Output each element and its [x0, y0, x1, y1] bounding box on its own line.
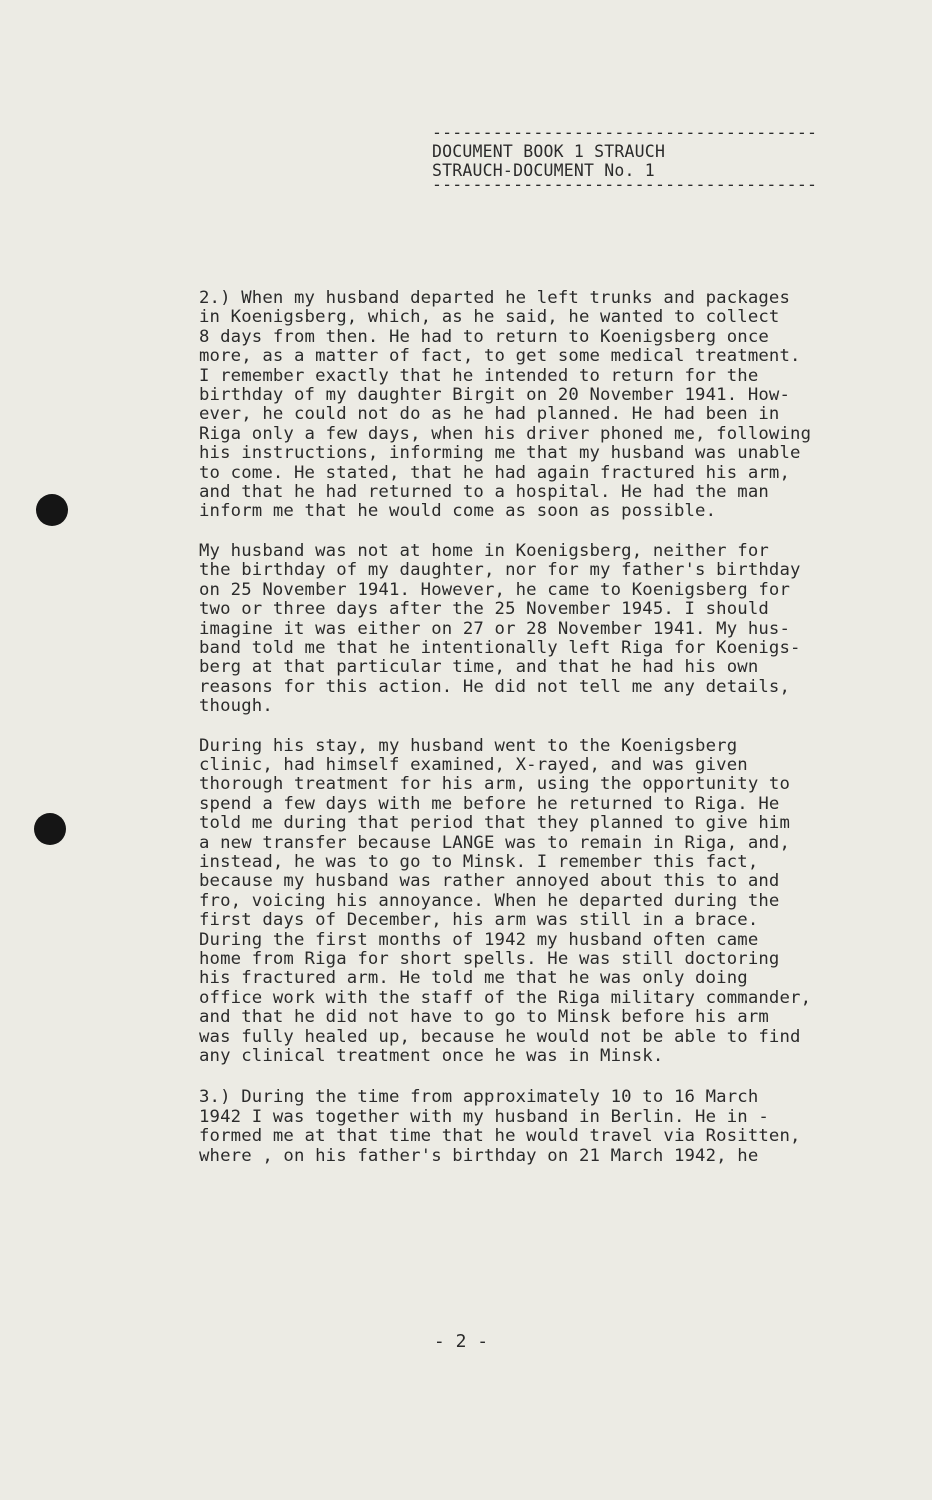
paragraph-section-3: 3.) During the time from approximately 10 to 16 March 1942 I was together with my husband in Berlin. He in - formed me at that time that he would travel via Rositten, where , on his father's birthday on 21 March 1942, he — [199, 1087, 801, 1166]
header-rule-top: -------------------------------------- — [432, 123, 818, 142]
document-body — [199, 289, 899, 1186]
punch-hole — [34, 813, 66, 845]
page-number-text: - 2 - — [433, 1331, 489, 1352]
header-rule-bottom: -------------------------------------- — [432, 175, 818, 194]
paragraph-section-2: 2.) When my husband departed he left trunks and packages in Koenigsberg, which, as he said, he wanted to collect 8 days from then. He had to return to Koenigsberg once more, as a matter of fact, to get some medical treatment. I remember exactly that he intended to return for the birthday of my daughter Birgit on 20 November 1941. How- ever, he could not do as he had planned. He had been in Riga only a few days, when his driver phoned me, following his instructions, informing me that my husband was unable to come. He stated, that he had again fractured his arm, and that he had returned to a hospital. He had the man inform me that he would come as soon as possible. — [199, 288, 812, 522]
page-number — [0, 1331, 932, 1352]
header-document-book: DOCUMENT BOOK 1 STRAUCH — [432, 142, 666, 161]
paragraph-koenigsberg-visit: My husband was not at home in Koenigsberg, neither for the birthday of my daughter, nor for my father's birthday on 25 November 1941. However, he came to Koenigsberg for two or three days after the 25 November 1945. I should imagine it was either on 27 or 28 November 1941. My hus- band told me that he intentionally left Riga for Koenigs- berg at that particular time, and that he had his own reasons for this action. He did not tell me any details, though. — [199, 540, 801, 717]
punch-hole — [36, 494, 68, 526]
document-header — [432, 123, 818, 194]
header-document-number: STRAUCH-DOCUMENT No. 1 — [432, 161, 655, 180]
paragraph-clinic-treatment: During his stay, my husband went to the Koenigsberg clinic, had himself examined, X-rayed, and was given thorough treatment for his arm, using the opportunity to spend a few days with me before he returned to Riga. He told me during that period that they planned to give him a new transfer because LANGE was to remain in Riga, and, instead, he was to go to Minsk. I remember this fact, because my husband was rather annoyed about this to and fro, voicing his annoyance. When he departed during the first days of December, his arm was still in a brace. During the first months of 1942 my husband often came home from Riga for short spells. He was still doctoring his fractured arm. He told me that he was only doing office work with the staff of the Riga military commander, and that he did not have to go to Minsk before his arm was fully healed up, because he would not be able to find any clinical treatment once he was in Minsk. — [199, 735, 812, 1067]
